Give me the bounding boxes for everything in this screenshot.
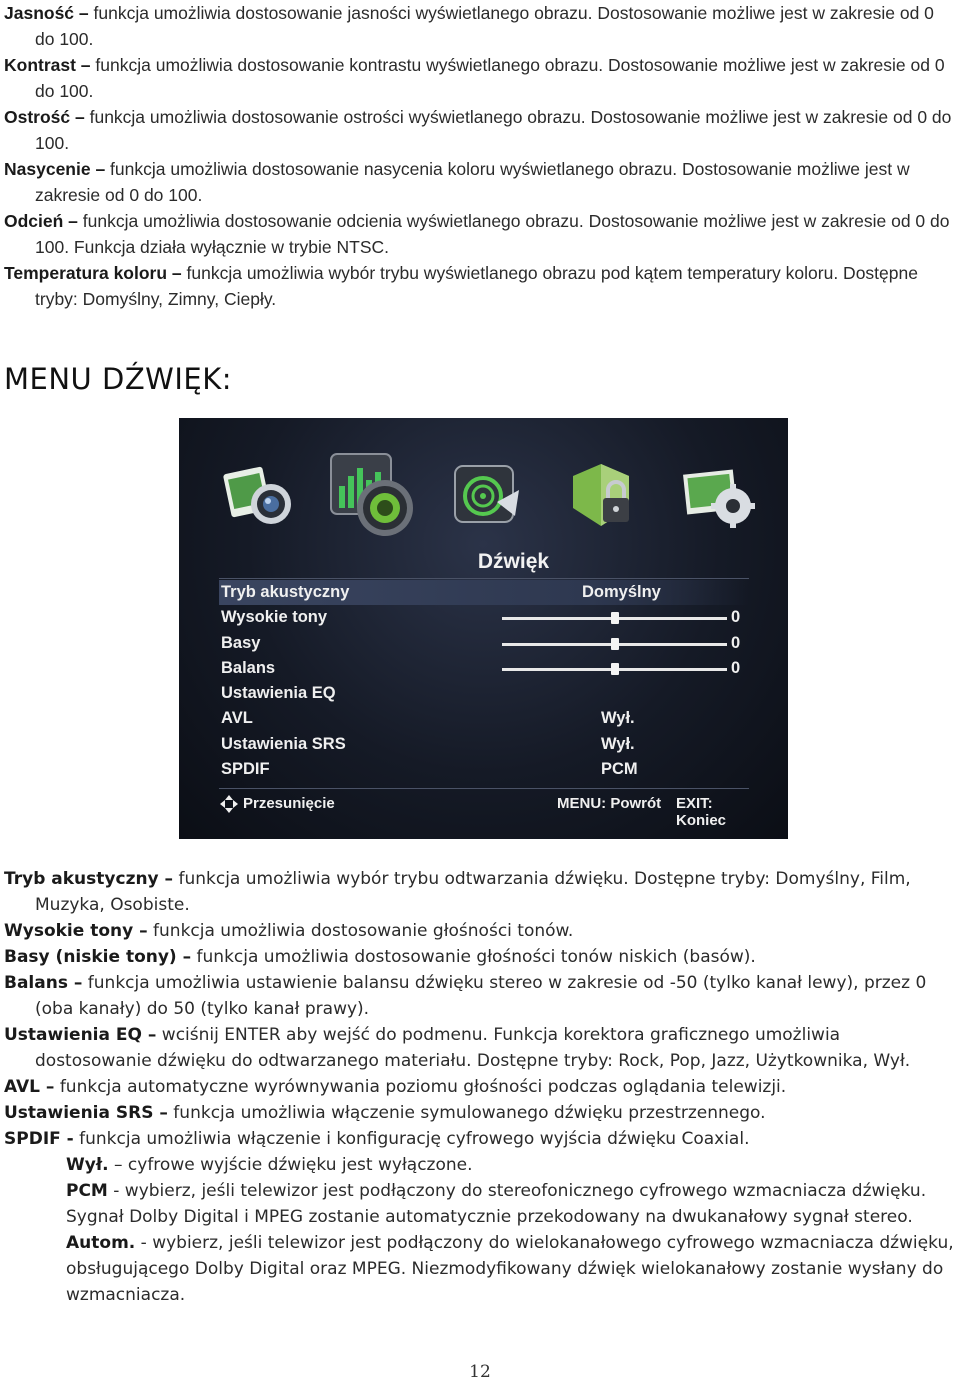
- osd-row-balans[interactable]: Balans 0: [221, 658, 741, 677]
- treble-slider-knob[interactable]: [611, 612, 619, 624]
- footer-exit-hint: EXIT: Koniec: [676, 795, 727, 829]
- item-spdif: SPDIF - funkcja umożliwia włączenie i konfigurację cyfrowego wyjścia dźwięku Coaxial.: [4, 1129, 750, 1149]
- item-jasnosc: Jasność – funkcja umożliwia dostosowanie jasności wyświetlanego obrazu. Dostosowanie możliwe jest w zakresie od 0 do 100.: [4, 3, 934, 49]
- osd-row-ustawienia-srs[interactable]: Ustawienia SRS Wył.: [221, 734, 635, 753]
- item-odcien: Odcień – funkcja umożliwia dostosowanie odcienia wyświetlanego obrazu. Dostosowanie możliwe jest w zakresie od 0 do 100. Funkcja działa wyłącznie w trybie NTSC.: [4, 211, 950, 257]
- osd-row-avl[interactable]: AVL Wył.: [221, 709, 635, 728]
- footer-move-hint: Przesunięcie: [243, 795, 335, 812]
- item-ustawienia-eq: Ustawienia EQ – wciśnij ENTER aby wejść do podmenu. Funkcja korektora graficznego umożliwia dostosowanie dźwięku do odtwarzanego materiału. Dostępne tryby: Rock, Pop, Jazz, Użytkownika, Wył.: [4, 1025, 911, 1071]
- item-basy: Basy (niskie tony) – funkcja umożliwia dostosowanie głośności tonów niskich (basów).: [4, 947, 756, 967]
- osd-title: Dźwięk: [477, 550, 550, 573]
- item-tryb-akustyczny: Tryb akustyczny – funkcja umożliwia wybór trybu odtwarzania dźwięku. Dostępne tryby: Domyślny, Film, Muzyka, Osobiste.: [4, 869, 911, 915]
- osd-separator-bottom: [219, 788, 749, 789]
- spdif-option-pcm: PCM - wybierz, jeśli telewizor jest podłączony do stereofonicznego cyfrowego wzmacniacza dźwięku. Sygnał Dolby Digital i MPEG zostanie automatycznie przekodowany na dwukanałowy sygnał stereo.: [66, 1181, 927, 1227]
- item-ostrosc: Ostrość – funkcja umożliwia dostosowanie ostrości wyświetlanego obrazu. Dostosowanie możliwe jest w zakresie od 0 do 100.: [4, 107, 952, 153]
- item-wysokie-tony: Wysokie tony – funkcja umożliwia dostosowanie głośności tonów.: [4, 921, 574, 941]
- spdif-option-wyl: Wył. – cyfrowe wyjście dźwięku jest wyłączone.: [66, 1155, 473, 1175]
- osd-separator-top: [219, 578, 749, 579]
- osd-row-wysokie-tony[interactable]: Wysokie tony 0: [221, 608, 741, 627]
- menu-icon-row: [209, 456, 769, 546]
- spdif-options: [4, 1152, 956, 1308]
- osd-row-tryb-akustyczny[interactable]: Tryb akustyczny Domyślny: [219, 580, 749, 605]
- sound-icon: [327, 450, 419, 542]
- osd-row-ustawienia-eq[interactable]: Ustawienia EQ: [221, 684, 336, 703]
- item-temperatura: Temperatura koloru – funkcja umożliwia wybór trybu wyświetlanego obrazu pod kątem temperatury koloru. Dostępne tryby: Domyślny, Zimny, Ciepły.: [4, 263, 918, 309]
- osd-menu-list: [219, 580, 749, 782]
- page-number: 12: [469, 1362, 491, 1382]
- bass-slider-knob[interactable]: [611, 638, 619, 650]
- sound-settings-list: [4, 866, 956, 1308]
- item-ustawienia-srs: Ustawienia SRS – funkcja umożliwia włączenie symulowanego dźwięku przestrzennego.: [4, 1103, 766, 1123]
- spdif-option-autom: Autom. - wybierz, jeśli telewizor jest podłączony do wielokanałowego cyfrowego wzmacniacza dźwięku, obsługującego Dolby Digital oraz MPEG. Niezmodyfikowany dźwięk wielokanałowy zostanie wysłany do wzmacniacza.: [66, 1233, 954, 1305]
- footer-menu-hint: MENU: Powrót: [557, 795, 662, 812]
- section-heading: MENU DŹWIĘK:: [4, 362, 233, 396]
- item-nasycenie: Nasycenie – funkcja umożliwia dostosowanie nasycenia koloru wyświetlanego obrazu. Dostosowanie możliwe jest w zakresie od 0 do 100.: [4, 159, 910, 205]
- picture-icon: [219, 456, 299, 536]
- balance-slider-knob[interactable]: [611, 663, 619, 675]
- item-avl: AVL – funkcja automatyczne wyrównywania poziomu głośności podczas oglądania telewizji.: [4, 1077, 787, 1097]
- osd-row-basy[interactable]: Basy 0: [221, 633, 741, 652]
- move-arrows-icon: [219, 794, 239, 814]
- item-kontrast: Kontrast – funkcja umożliwia dostosowanie kontrastu wyświetlanego obrazu. Dostosowanie możliwe jest w zakresie od 0 do 100.: [4, 55, 945, 101]
- lock-icon: [563, 456, 643, 536]
- settings-icon: [679, 456, 759, 536]
- picture-settings-list: [4, 0, 956, 312]
- channel-icon: [449, 456, 529, 536]
- osd-row-spdif[interactable]: SPDIF PCM: [221, 760, 638, 779]
- item-balans: Balans – funkcja umożliwia ustawienie balansu dźwięku stereo w zakresie od -50 (tylko kanał lewy), przez 0 (oba kanały) do 50 (tylko kanał prawy).: [4, 973, 927, 1019]
- osd-footer: [219, 793, 749, 829]
- tv-sound-menu-photo: [179, 418, 788, 839]
